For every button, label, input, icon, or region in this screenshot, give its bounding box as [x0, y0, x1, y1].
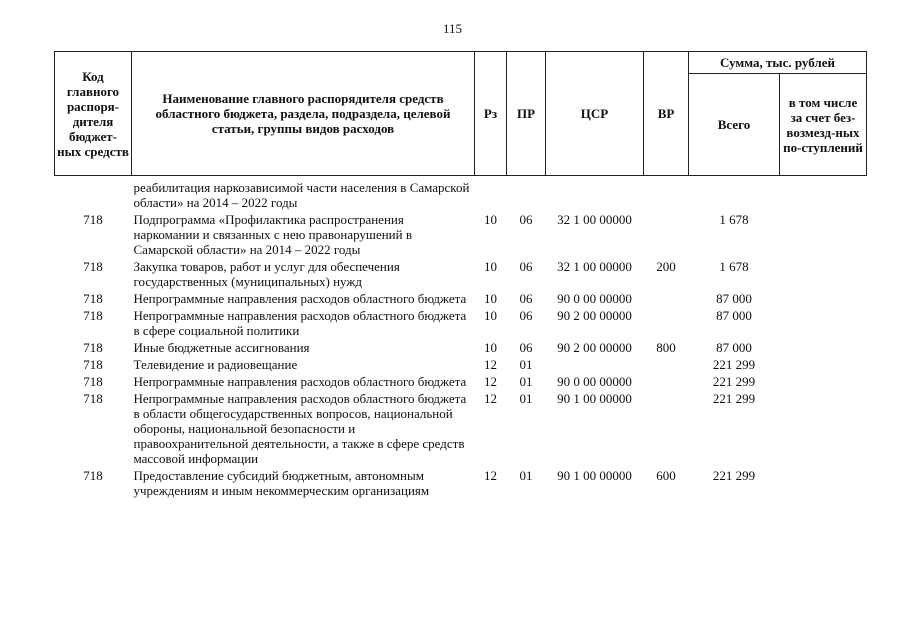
- table-row: [55, 357, 867, 374]
- cell-vr: 800: [656, 340, 676, 355]
- cell-pr: 01: [519, 391, 533, 406]
- page-number: 115: [442, 21, 463, 36]
- cell-pr: [507, 176, 546, 213]
- cell-free: [780, 259, 867, 291]
- cell-rz: 12: [484, 374, 497, 389]
- cell-pr: 06: [519, 308, 533, 323]
- cell-code: 718: [83, 374, 103, 389]
- cell-csr: 90 0 00 00000: [557, 291, 632, 306]
- cell-free: [780, 340, 867, 357]
- cell-free: [780, 391, 867, 468]
- cell-name: реабилитация наркозависимой части населения в Самарской области» на 2014 – 2022 годы: [133, 180, 470, 210]
- cell-vr: [644, 308, 689, 340]
- cell-rz: 10: [484, 308, 497, 323]
- cell-vr: [644, 374, 689, 391]
- cell-name: Закупка товаров, работ и услуг для обеспечения государственных (муниципальных) нужд: [133, 259, 400, 289]
- table-row: [55, 212, 867, 259]
- cell-code: 718: [83, 357, 103, 372]
- cell-code: 718: [83, 308, 103, 323]
- cell-rz: 10: [484, 340, 497, 355]
- cell-csr: [546, 176, 644, 213]
- cell-csr: [546, 357, 644, 374]
- cell-total: 87 000: [716, 308, 752, 323]
- cell-rz: 12: [484, 391, 497, 406]
- cell-csr: 90 0 00 00000: [557, 374, 632, 389]
- cell-total: 1 678: [719, 259, 749, 274]
- cell-free: [780, 212, 867, 259]
- cell-pr: 06: [519, 340, 533, 355]
- cell-pr: 06: [519, 259, 533, 274]
- cell-vr: [644, 212, 689, 259]
- cell-pr: 01: [519, 468, 533, 483]
- cell-total: 1 678: [719, 212, 749, 227]
- cell-vr: [644, 291, 689, 308]
- cell-free: [780, 357, 867, 374]
- cell-code: 718: [83, 212, 103, 227]
- cell-pr: 06: [519, 291, 533, 306]
- cell-vr: [644, 357, 689, 374]
- cell-free: [780, 176, 867, 213]
- cell-total: 221 299: [712, 374, 756, 389]
- cell-rz: 10: [484, 212, 497, 227]
- cell-free: [780, 468, 867, 500]
- cell-csr: 32 1 00 00000: [557, 212, 632, 227]
- table-body: [55, 176, 867, 501]
- cell-name: Непрограммные направления расходов областного бюджета в области общегосударственных вопросов, национальной обороны, национальной безопасности и правоохранительной деятельности, а также в сфере средств массовой информации: [133, 391, 467, 466]
- cell-csr: 90 1 00 00000: [557, 391, 632, 406]
- cell-code: [55, 176, 132, 213]
- table-row: [55, 291, 867, 308]
- cell-name: Иные бюджетные ассигнования: [133, 340, 310, 355]
- table-row: [55, 259, 867, 291]
- cell-name: Непрограммные направления расходов областного бюджета в сфере социальной политики: [133, 308, 467, 338]
- table-row: [55, 468, 867, 500]
- cell-rz: [475, 176, 507, 213]
- cell-free: [780, 291, 867, 308]
- cell-total: [689, 176, 780, 213]
- cell-total: 221 299: [712, 468, 756, 483]
- header-rz: Рз: [475, 52, 507, 176]
- cell-csr: 90 2 00 00000: [557, 340, 632, 355]
- cell-code: 718: [83, 391, 103, 406]
- cell-rz: 10: [484, 259, 497, 274]
- cell-rz: 12: [484, 468, 497, 483]
- cell-pr: 06: [519, 212, 533, 227]
- header-pr: ПР: [507, 52, 546, 176]
- cell-pr: 01: [519, 357, 533, 372]
- header-free: в том числе за счет без-возмезд-ных по-ступлений: [780, 74, 867, 176]
- cell-vr: [644, 176, 689, 213]
- header-name: Наименование главного распорядителя средств областного бюджета, раздела, подраздела, целевой статьи, группы видов расходов: [132, 52, 475, 176]
- header-total: Всего: [689, 74, 780, 176]
- cell-pr: 01: [519, 374, 533, 389]
- cell-vr: [644, 391, 689, 468]
- cell-code: 718: [83, 340, 103, 355]
- cell-csr: 90 2 00 00000: [557, 308, 632, 323]
- cell-total: 221 299: [712, 357, 756, 372]
- cell-name: Непрограммные направления расходов областного бюджета: [133, 291, 467, 306]
- cell-free: [780, 308, 867, 340]
- table-row: [55, 374, 867, 391]
- cell-rz: 12: [484, 357, 497, 372]
- cell-code: 718: [83, 468, 103, 483]
- table-row: [55, 176, 867, 213]
- table-row: [55, 391, 867, 468]
- cell-code: 718: [83, 291, 103, 306]
- cell-total: 87 000: [716, 291, 752, 306]
- cell-name: Предоставление субсидий бюджетным, автономным учреждениям и иным некоммерческим организациям: [133, 468, 430, 498]
- header-vr: ВР: [644, 52, 689, 176]
- cell-name: Непрограммные направления расходов областного бюджета: [133, 374, 467, 389]
- cell-csr: 32 1 00 00000: [557, 259, 632, 274]
- cell-total: 221 299: [712, 391, 756, 406]
- table-row: [55, 340, 867, 357]
- cell-name: Подпрограмма «Профилактика распространения наркомании и связанных с нею правонарушений в Самарской области» на 2014 – 2022 годы: [133, 212, 412, 257]
- cell-total: 87 000: [716, 340, 752, 355]
- header-csr: ЦСР: [546, 52, 644, 176]
- table-header: [55, 52, 867, 176]
- cell-free: [780, 374, 867, 391]
- cell-code: 718: [83, 259, 103, 274]
- header-code: Код главного распоря-дителя бюджет-ных средств: [55, 52, 132, 176]
- cell-vr: 200: [656, 259, 676, 274]
- cell-vr: 600: [656, 468, 676, 483]
- table-row: [55, 308, 867, 340]
- cell-rz: 10: [484, 291, 497, 306]
- cell-csr: 90 1 00 00000: [557, 468, 632, 483]
- budget-table: [54, 51, 867, 500]
- header-sum: Сумма, тыс. рублей: [689, 52, 867, 74]
- cell-name: Телевидение и радиовещание: [133, 357, 298, 372]
